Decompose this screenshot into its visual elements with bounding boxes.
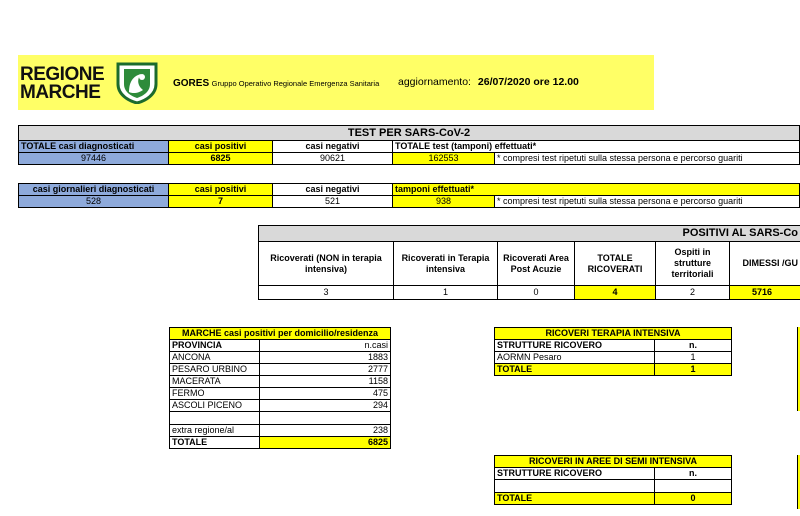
province-name: MACERATA — [170, 376, 260, 388]
table-row — [170, 364, 391, 376]
ti-title: RICOVERI TERAPIA INTENSIVA — [495, 328, 732, 340]
positivi-value-ospiti: 2 — [656, 286, 730, 300]
positivi-col-dimessi: DIMESSI /GU — [730, 242, 800, 286]
si-total-label: TOTALE — [495, 493, 655, 505]
positivi-value-post-acuzie: 0 — [498, 286, 575, 300]
table-row — [170, 352, 391, 364]
province-name: ANCONA — [170, 352, 260, 364]
ti-total-value: 1 — [655, 364, 732, 376]
logo-line-2: MARCHE — [20, 82, 101, 103]
regione-marche-logo — [20, 62, 160, 104]
si-empty-cell — [495, 480, 655, 493]
shield-emblem-icon — [115, 62, 159, 104]
daily-value-cases: 528 — [19, 196, 169, 208]
province-extra-value: 238 — [260, 425, 391, 437]
test-value-swabs: 162553 — [393, 153, 495, 165]
province-empty-cell — [260, 412, 391, 425]
daily-header-positive: casi positivi — [169, 184, 273, 196]
gores-strong: GORES — [173, 78, 210, 89]
daily-value-positive: 7 — [169, 196, 273, 208]
positivi-col-ricoverati: Ricoverati (NON in terapia intensiva) — [259, 242, 394, 286]
gores-label — [173, 78, 379, 89]
si-total-value: 0 — [655, 493, 732, 505]
province-total-label: TOTALE — [170, 437, 260, 449]
province-empty-cell — [170, 412, 260, 425]
province-value: 294 — [260, 400, 391, 412]
gores-description: Gruppo Operativo Regionale Emergenza Sanitaria — [211, 79, 380, 88]
province-name: ASCOLI PICENO — [170, 400, 260, 412]
si-empty-cell — [655, 480, 732, 493]
daily-value-negative: 521 — [273, 196, 393, 208]
report-header — [18, 55, 654, 110]
province-table — [169, 327, 391, 449]
update-value: 26/07/2020 ore 12.00 — [477, 76, 579, 88]
province-title: MARCHE casi positivi per domicilio/residenza — [170, 328, 391, 340]
semi-intensive-table — [494, 455, 732, 505]
si-title: RICOVERI IN AREE DI SEMI INTENSIVA — [495, 456, 732, 468]
daily-value-swabs: 938 — [393, 196, 495, 208]
positivi-table — [258, 225, 800, 300]
update-info — [398, 76, 579, 88]
update-label: aggiornamento: — [398, 76, 471, 88]
test-header-positive: casi positivi — [169, 141, 273, 153]
test-header-total: TOTALE casi diagnosticati — [19, 141, 169, 153]
test-table — [18, 125, 800, 165]
positivi-col-ospiti: Ospiti in strutture territoriali — [656, 242, 730, 286]
province-value: 2777 — [260, 364, 391, 376]
daily-table — [18, 183, 800, 208]
positivi-col-totale: TOTALE RICOVERATI — [575, 242, 656, 286]
positivi-title: POSITIVI AL SARS-Co — [259, 226, 800, 242]
test-value-negative: 90621 — [273, 153, 393, 165]
ti-col-count: n. — [655, 340, 732, 352]
daily-header-swabs: tamponi effettuati* — [393, 184, 800, 196]
province-col-name: PROVINCIA — [170, 340, 260, 352]
test-header-negative: casi negativi — [273, 141, 393, 153]
test-header-swabs: TOTALE test (tamponi) effettuati* — [393, 141, 800, 153]
province-name: PESARO URBINO — [170, 364, 260, 376]
ti-total-label: TOTALE — [495, 364, 655, 376]
province-col-value: n.casi — [260, 340, 391, 352]
table-row — [170, 388, 391, 400]
test-note: * compresi test ripetuti sulla stessa persona e percorso guariti — [495, 153, 800, 165]
test-title: TEST PER SARS-CoV-2 — [19, 126, 800, 141]
ti-col-structure: STRUTTURE RICOVERO — [495, 340, 655, 352]
positivi-col-post-acuzie: Ricoverati Area Post Acuzie — [498, 242, 575, 286]
logo-line-1: REGIONE — [20, 64, 105, 85]
si-col-count: n. — [655, 468, 732, 480]
test-value-total: 97446 — [19, 153, 169, 165]
table-row — [170, 400, 391, 412]
ti-structure-name: AORMN Pesaro — [495, 352, 655, 364]
table-row — [170, 376, 391, 388]
province-extra-name: extra regione/al — [170, 425, 260, 437]
positivi-value-totale: 4 — [575, 286, 656, 300]
province-value: 1883 — [260, 352, 391, 364]
ti-structure-value: 1 — [655, 352, 732, 364]
positivi-value-terapia: 1 — [394, 286, 498, 300]
test-value-positive: 6825 — [169, 153, 273, 165]
positivi-value-dimessi: 5716 — [730, 286, 800, 300]
daily-header-cases: casi giornalieri diagnosticati — [19, 184, 169, 196]
province-name: FERMO — [170, 388, 260, 400]
province-value: 475 — [260, 388, 391, 400]
si-col-structure: STRUTTURE RICOVERO — [495, 468, 655, 480]
province-total-value: 6825 — [260, 437, 391, 449]
positivi-col-terapia: Ricoverati in Terapia intensiva — [394, 242, 498, 286]
daily-header-negative: casi negativi — [273, 184, 393, 196]
positivi-value-ricoverati: 3 — [259, 286, 394, 300]
province-value: 1158 — [260, 376, 391, 388]
daily-note: * compresi test ripetuti sulla stessa persona e percorso guariti — [495, 196, 800, 208]
table-row — [495, 352, 732, 364]
intensive-care-table — [494, 327, 732, 376]
